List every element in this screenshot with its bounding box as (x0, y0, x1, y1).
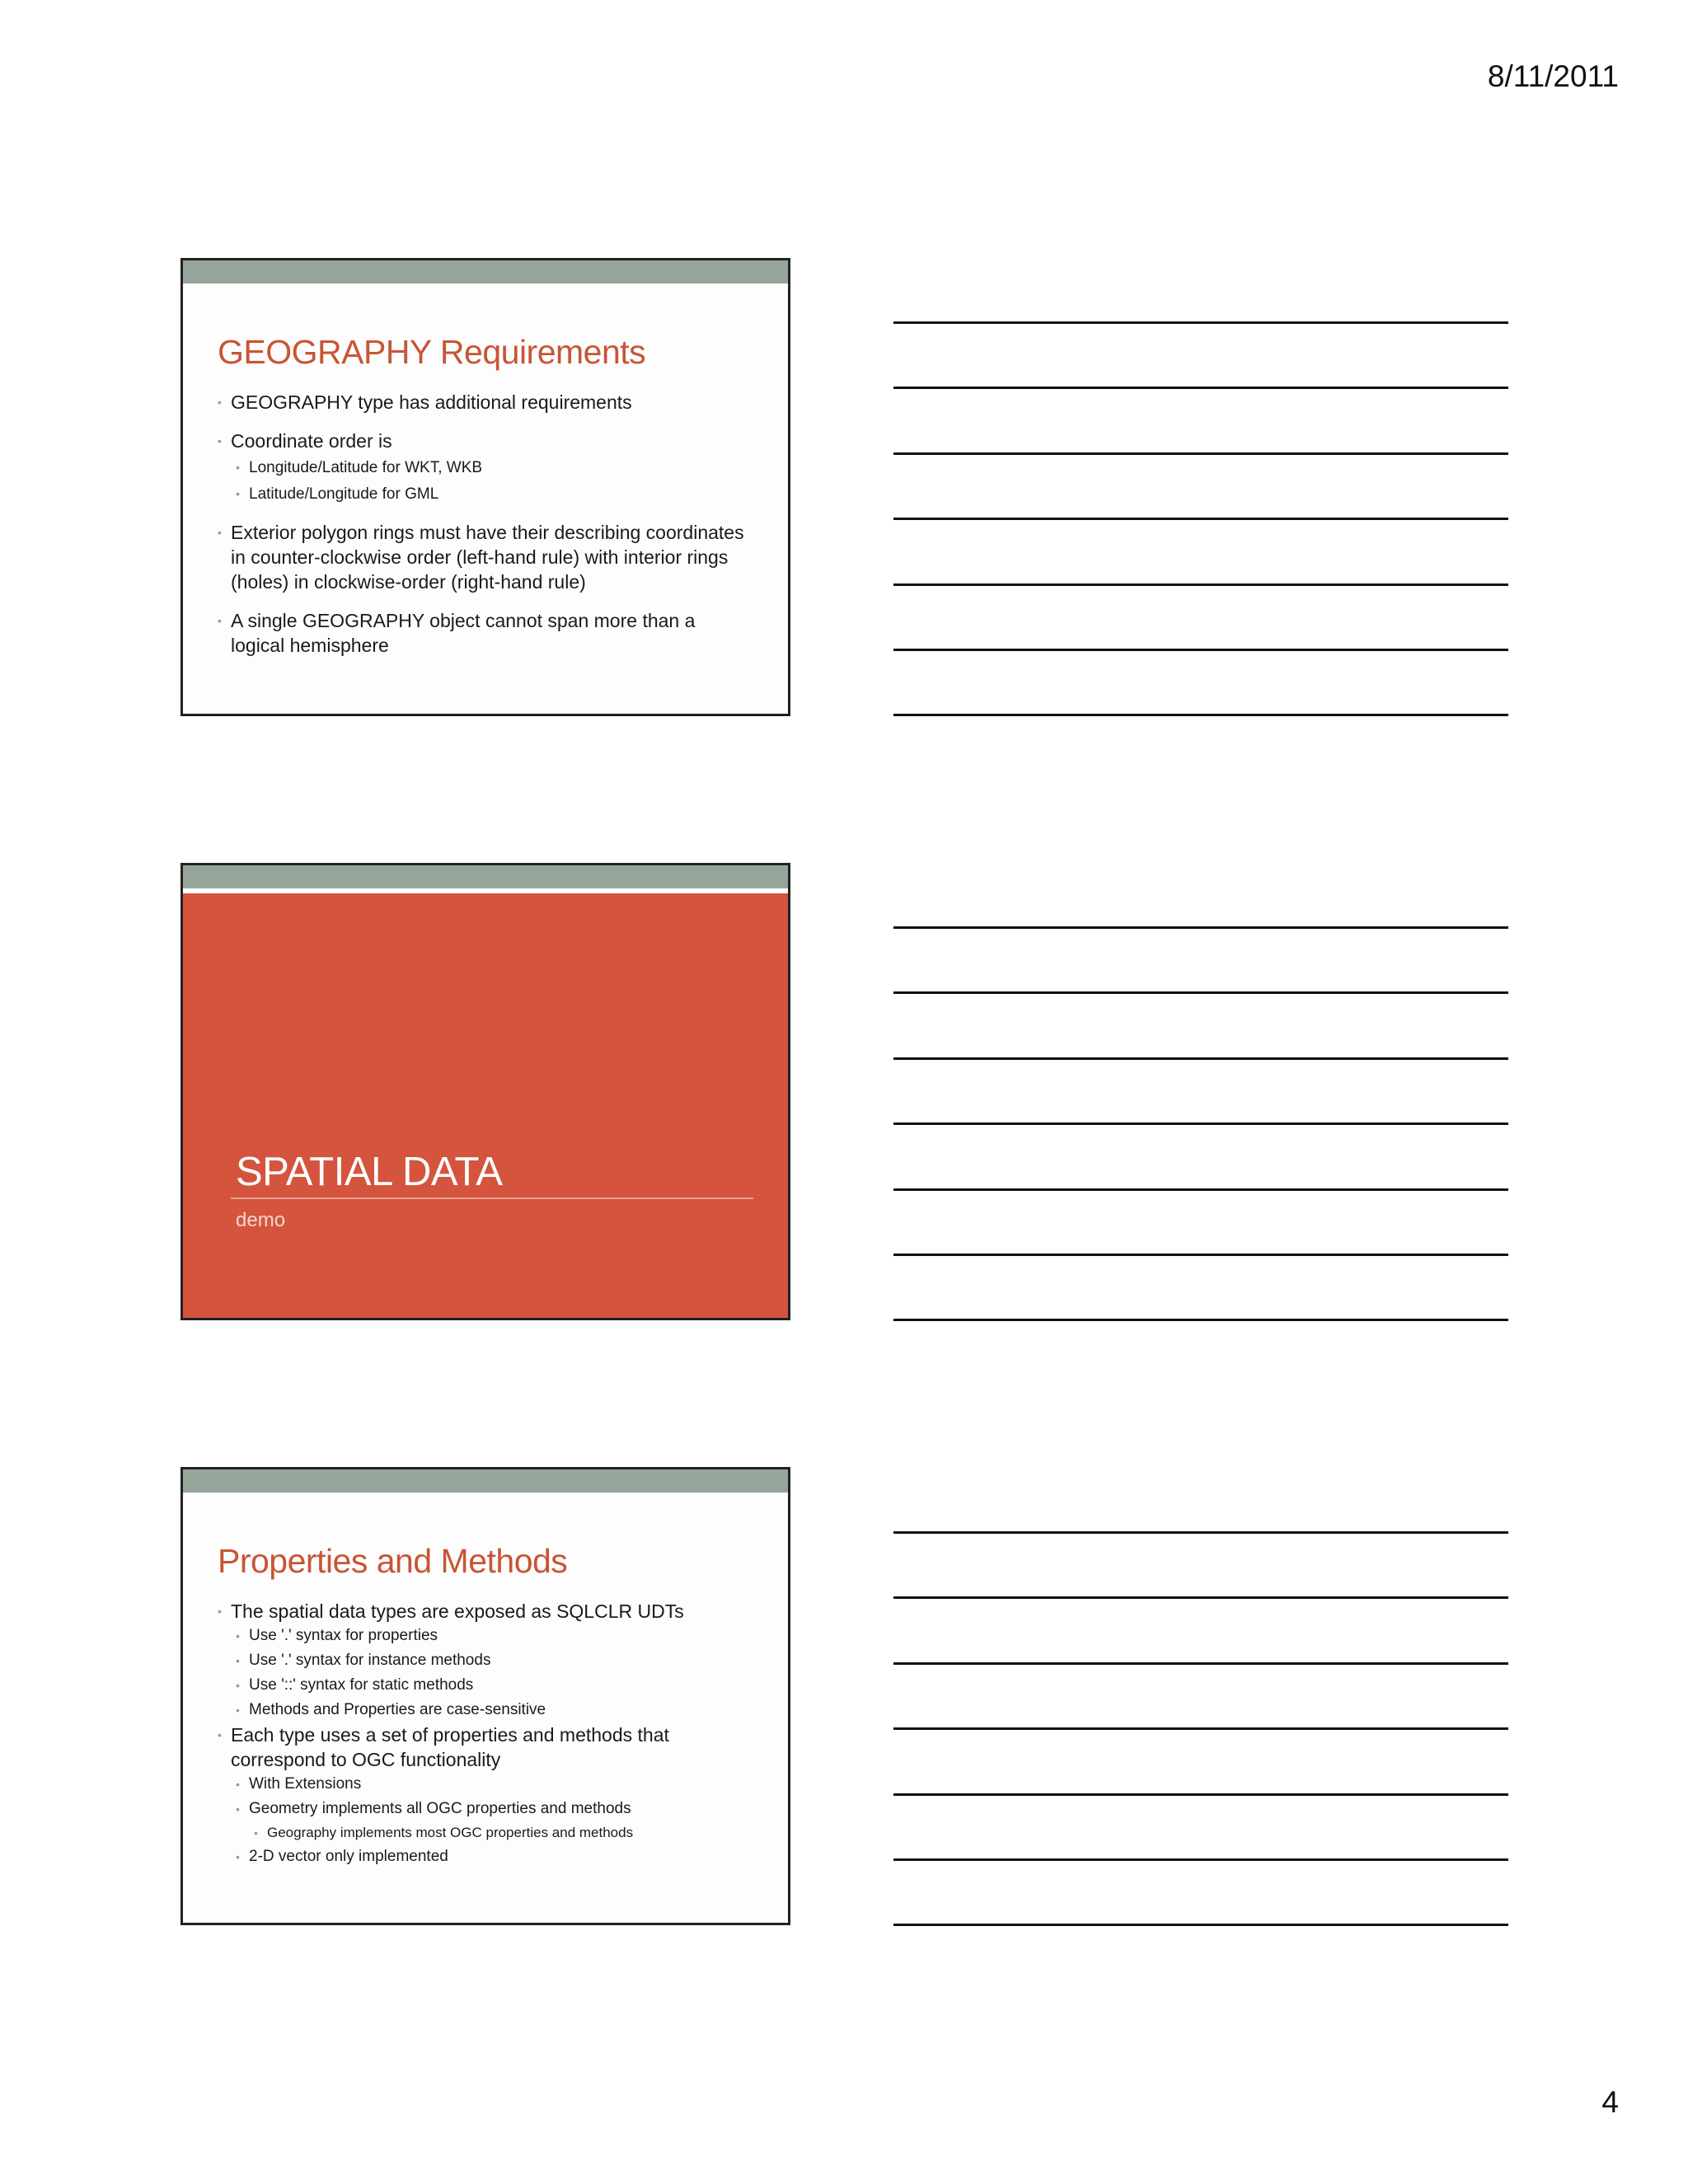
sub-bullet: • With Extensions (218, 1772, 745, 1797)
note-line (893, 1727, 1508, 1730)
sub-bullet: • 2-D vector only implemented (218, 1844, 745, 1869)
section-title: SPATIAL DATA (236, 1150, 503, 1194)
note-line (893, 518, 1508, 520)
note-line (893, 991, 1508, 994)
sub-bullet: • Latitude/Longitude for GML (218, 482, 745, 506)
section-subtitle: demo (236, 1209, 286, 1231)
slide-top-bar (183, 865, 788, 893)
slide-top-bar (183, 260, 788, 284)
slide-properties-and-methods (181, 1467, 790, 1925)
note-line (893, 1531, 1508, 1534)
slide-title: GEOGRAPHY Requirements (218, 333, 646, 371)
note-line (893, 1122, 1508, 1125)
slide-top-bar (183, 1469, 788, 1493)
note-line (893, 1596, 1508, 1599)
note-line (893, 583, 1508, 586)
sub-sub-bullet: • Geography implements most OGC properties and methods (218, 1821, 745, 1844)
note-line (893, 1924, 1508, 1926)
bullet: • A single GEOGRAPHY object cannot span more than a logical hemisphere (218, 608, 745, 658)
note-line (893, 649, 1508, 651)
note-line (893, 321, 1508, 324)
note-line (893, 1793, 1508, 1796)
sub-bullet: • Geometry implements all OGC properties and methods (218, 1797, 745, 1821)
note-line (893, 1858, 1508, 1861)
sub-bullet: • Use '::' syntax for static methods (218, 1673, 745, 1698)
bullet: • The spatial data types are exposed as SQLCLR UDTs (218, 1599, 745, 1624)
bullet-list (218, 390, 745, 658)
bullet: • GEOGRAPHY type has additional requirements (218, 390, 745, 415)
bullet: • Coordinate order is (218, 429, 745, 453)
note-line (893, 1662, 1508, 1665)
section-background (183, 893, 788, 1318)
note-line (893, 926, 1508, 929)
bullet: • Each type uses a set of properties and methods that correspond to OGC functionality (218, 1722, 745, 1772)
print-date: 8/11/2011 (1487, 59, 1619, 93)
note-line (893, 1188, 1508, 1191)
note-line (893, 714, 1508, 716)
note-line (893, 452, 1508, 455)
note-line (893, 1057, 1508, 1060)
bullet-list (218, 1599, 745, 1869)
slide-spatial-data-section (181, 863, 790, 1320)
bullet: • Exterior polygon rings must have their describing coordinates in counter-clockwise order (left-hand rule) with interior rings (holes) in clockwise-order (right-hand rule) (218, 520, 745, 594)
section-divider (231, 1197, 753, 1199)
note-line (893, 1254, 1508, 1256)
sub-bullet: • Use '.' syntax for properties (218, 1624, 745, 1648)
slide-geography-requirements (181, 258, 790, 716)
sub-bullet: • Methods and Properties are case-sensitive (218, 1698, 745, 1722)
note-line (893, 387, 1508, 389)
sub-bullet: • Use '.' syntax for instance methods (218, 1648, 745, 1673)
slide-title: Properties and Methods (218, 1542, 568, 1580)
sub-bullet: • Longitude/Latitude for WKT, WKB (218, 456, 745, 480)
note-line (893, 1319, 1508, 1321)
page-number: 4 (1601, 2085, 1619, 2119)
